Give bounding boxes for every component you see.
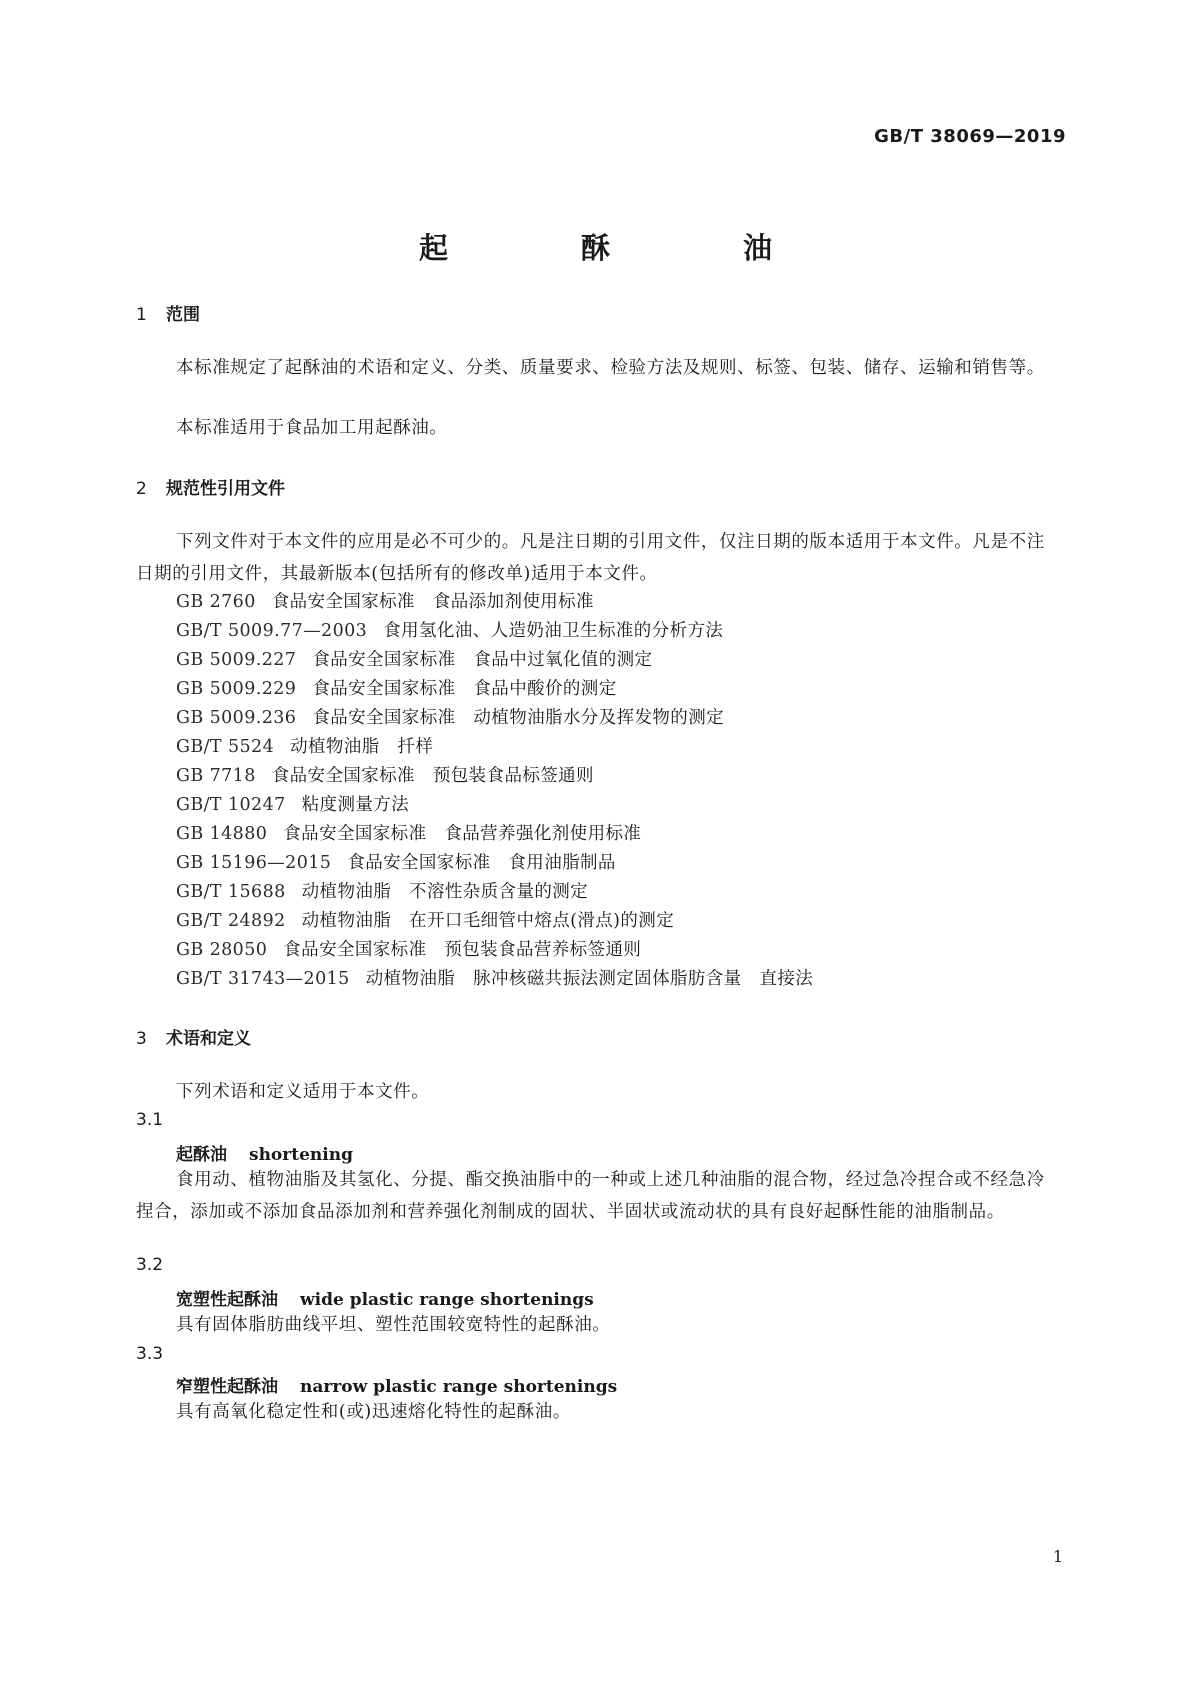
- reference-code: GB/T 5524: [176, 737, 275, 757]
- reference-title: 食品安全国家标准 预包装食品营养标签通则: [283, 940, 642, 960]
- term-en: shortening: [249, 1145, 353, 1165]
- reference-item: [176, 617, 723, 642]
- scope-paragraph-1: 本标准规定了起酥油的术语和定义、分类、质量要求、检验方法及规则、标签、包装、储存、运输和销售等。: [176, 358, 1045, 378]
- reference-code: GB/T 5009.77—2003: [176, 621, 368, 641]
- reference-title: 食品安全国家标准 预包装食品标签通则: [271, 766, 594, 786]
- reference-item: [176, 791, 409, 816]
- reference-item: [176, 878, 588, 903]
- reference-item: [176, 965, 813, 990]
- reference-code: GB 7718: [176, 766, 256, 786]
- reference-title: 食品安全国家标准 食品中酸价的测定: [312, 679, 617, 699]
- section-title: 范围: [166, 305, 200, 325]
- reference-item: [176, 762, 594, 787]
- term-zh: 窄塑性起酥油: [176, 1377, 278, 1397]
- reference-code: GB/T 10247: [176, 795, 286, 815]
- reference-title: 动植物油脂 在开口毛细管中熔点(滑点)的测定: [301, 911, 675, 931]
- term-en: narrow plastic range shortenings: [300, 1377, 618, 1397]
- term-zh: 起酥油: [176, 1145, 227, 1165]
- section-title: 术语和定义: [166, 1029, 251, 1049]
- reference-title: 食品安全国家标准 食品营养强化剂使用标准: [283, 824, 642, 844]
- clause-number: 3.3: [136, 1344, 164, 1364]
- reference-title: 粘度测量方法: [301, 795, 410, 815]
- references-intro: 下列文件对于本文件的应用是必不可少的。凡是注日期的引用文件，仅注日期的版本适用于本文件。凡是不注日期的引用文件，其最新版本(包括所有的修改单)适用于本文件。: [136, 532, 1045, 584]
- reference-code: GB/T 15688: [176, 882, 286, 902]
- reference-title: 食用氢化油、人造奶油卫生标准的分析方法: [383, 621, 724, 641]
- section-heading-terms: [136, 1024, 251, 1049]
- section-number: 3: [136, 1029, 147, 1049]
- reference-code: GB 14880: [176, 824, 268, 844]
- reference-code: GB/T 31743—2015: [176, 969, 350, 989]
- reference-code: GB 5009.236: [176, 708, 297, 728]
- term-heading: [176, 1372, 617, 1397]
- term-zh: 宽塑性起酥油: [176, 1290, 278, 1310]
- reference-title: 食品安全国家标准 食品添加剂使用标准: [271, 592, 594, 612]
- reference-title: 动植物油脂 不溶性杂质含量的测定: [301, 882, 589, 902]
- clause-number: 3.1: [136, 1110, 164, 1130]
- document-title: 起 酥 油: [418, 231, 824, 265]
- term-definition: 具有固体脂肪曲线平坦、塑性范围较宽特性的起酥油。: [176, 1315, 611, 1335]
- reference-title: 动植物油脂 脉冲核磁共振法测定固体脂肪含量 直接法: [365, 969, 814, 989]
- reference-code: GB 28050: [176, 940, 268, 960]
- term-heading: [176, 1285, 594, 1310]
- term-en: wide plastic range shortenings: [300, 1290, 594, 1310]
- reference-code: GB 15196—2015: [176, 853, 332, 873]
- scope-paragraph-2: 本标准适用于食品加工用起酥油。: [176, 418, 448, 438]
- term-heading: [176, 1140, 353, 1165]
- reference-item: [176, 588, 594, 613]
- reference-item: [176, 907, 674, 932]
- reference-code: GB 5009.227: [176, 650, 297, 670]
- reference-code: GB 2760: [176, 592, 256, 612]
- reference-code: GB 5009.229: [176, 679, 297, 699]
- reference-item: [176, 733, 433, 758]
- reference-item: [176, 936, 641, 961]
- reference-item: [176, 675, 617, 700]
- reference-title: 食品安全国家标准 食用油脂制品: [347, 853, 616, 873]
- reference-item: [176, 820, 641, 845]
- reference-item: [176, 849, 616, 874]
- reference-code: GB/T 24892: [176, 911, 286, 931]
- section-number: 1: [136, 305, 147, 325]
- page-number: 1: [1052, 1547, 1063, 1566]
- reference-title: 食品安全国家标准 动植物油脂水分及挥发物的测定: [312, 708, 725, 728]
- reference-title: 食品安全国家标准 食品中过氧化值的测定: [312, 650, 653, 670]
- section-number: 2: [136, 479, 147, 499]
- reference-item: [176, 704, 724, 729]
- reference-title: 动植物油脂 扦样: [290, 737, 434, 757]
- terms-intro: 下列术语和定义适用于本文件。: [176, 1082, 430, 1102]
- standard-number: GB/T 38069—2019: [874, 126, 1066, 147]
- clause-number: 3.2: [136, 1255, 164, 1275]
- reference-item: [176, 646, 652, 671]
- section-title: 规范性引用文件: [166, 479, 285, 499]
- section-heading-scope: [136, 300, 200, 325]
- section-heading-normative-references: [136, 474, 285, 499]
- term-definition: 具有高氧化稳定性和(或)迅速熔化特性的起酥油。: [176, 1402, 571, 1422]
- term-definition: 食用动、植物油脂及其氢化、分提、酯交换油脂中的一种或上述几种油脂的混合物，经过急冷捏合或不经急冷捏合，添加或不添加食品添加剂和营养强化剂制成的固状、半固状或流动状的具有良好起酥性能的油脂制品。: [136, 1170, 1045, 1222]
